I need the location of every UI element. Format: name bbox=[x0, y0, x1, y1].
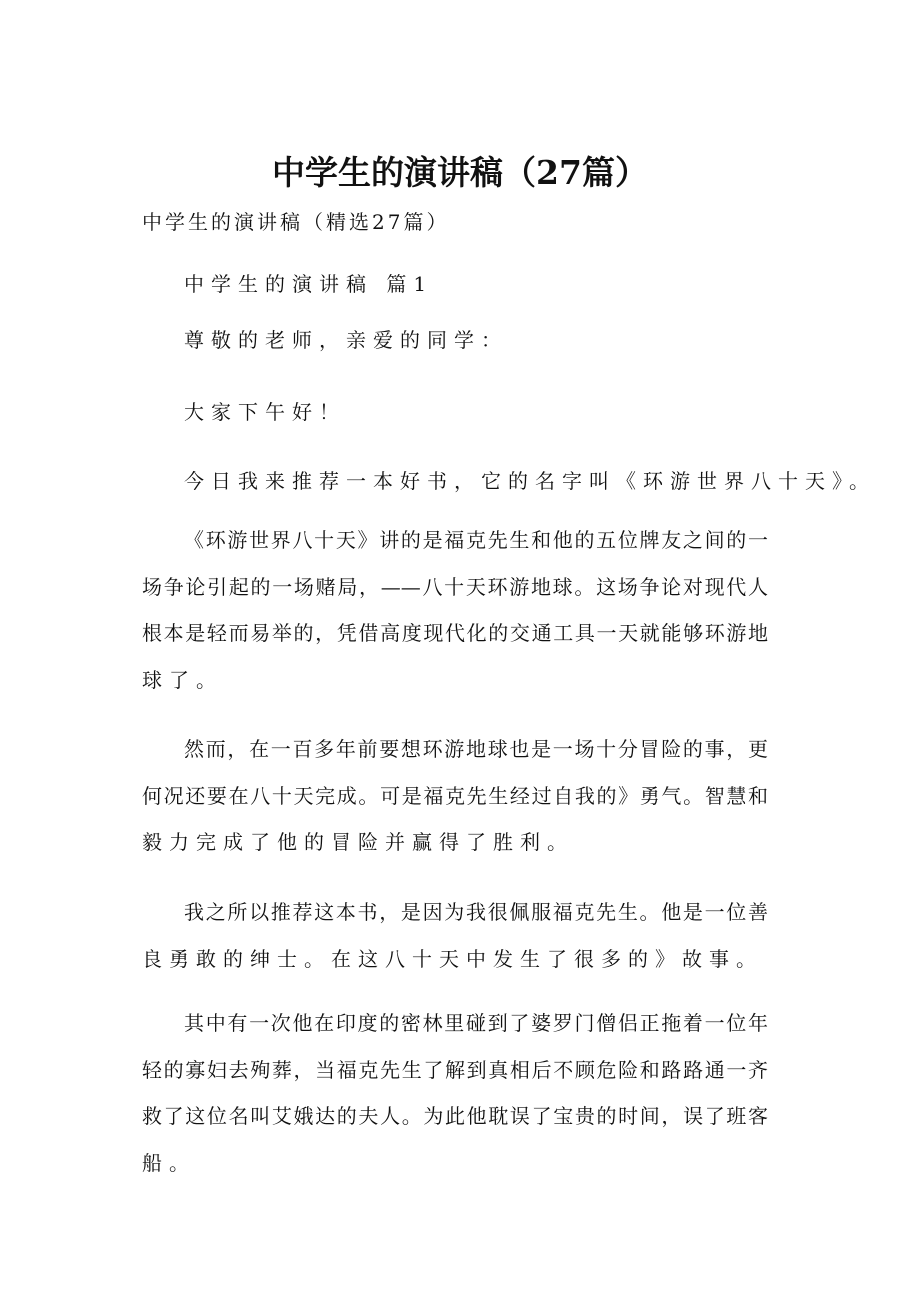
paragraph-line: 球了。 bbox=[142, 667, 223, 692]
document-subtitle: 中学生的演讲稿（精选27篇） bbox=[142, 210, 450, 234]
paragraph-line: 场争论引起的一场赌局，——八十天环游地球。这场争论对现代人 bbox=[142, 574, 768, 599]
paragraph-line: 毅力完成了他的冒险并赢得了胜利。 bbox=[142, 830, 574, 854]
paragraph-line: 船。 bbox=[142, 1150, 196, 1175]
paragraph-line: 何况还要在八十天完成。可是福克先生经过自我的》勇气。智慧和 bbox=[142, 783, 768, 808]
paragraph-line: 然而，在一百多年前要想环游地球也是一场十分冒险的事，更 bbox=[184, 737, 768, 761]
paragraph-line: 我之所以推荐这本书，是因为我很佩服福克先生。他是一位善 bbox=[184, 900, 768, 924]
paragraph bbox=[142, 517, 768, 703]
document-title: 中学生的演讲稿（27篇） bbox=[272, 153, 648, 192]
paragraph-line: 救了这位名叫艾娥达的夫人。为此他耽误了宝贵的时间，误了班客 bbox=[142, 1104, 768, 1128]
paragraph-line: 今日我来推荐一本好书，它的名字叫《环游世界八十天》。 bbox=[184, 469, 876, 493]
paragraph-line: 其中有一次他在印度的密林里碰到了婆罗门僧侣正拖着一位年 bbox=[184, 1011, 768, 1035]
paragraph-line: 轻的寡妇去殉葬，当福克先生了解到真相后不顾危险和路路通一齐 bbox=[142, 1057, 768, 1082]
paragraph bbox=[142, 317, 768, 364]
paragraph bbox=[142, 726, 768, 866]
paragraph bbox=[142, 458, 876, 505]
paragraph bbox=[142, 1000, 768, 1186]
paragraph bbox=[142, 389, 768, 436]
paragraph-line: 中学生的演讲稿 篇1 bbox=[184, 272, 434, 296]
paragraph-line: 《环游世界八十天》讲的是福克先生和他的五位牌友之间的一 bbox=[184, 528, 768, 552]
paragraph-line: 尊敬的老师，亲爱的同学： bbox=[184, 328, 508, 352]
paragraph-line: 良勇敢的绅士。在这八十天中发生了很多的》故事。 bbox=[142, 946, 763, 971]
paragraph-line: 大家下午好！ bbox=[184, 400, 346, 424]
paragraph-line: 根本是轻而易举的，凭借高度现代化的交通工具一天就能够环游地 bbox=[142, 621, 768, 645]
paragraph bbox=[142, 889, 768, 982]
paragraph bbox=[142, 261, 768, 308]
